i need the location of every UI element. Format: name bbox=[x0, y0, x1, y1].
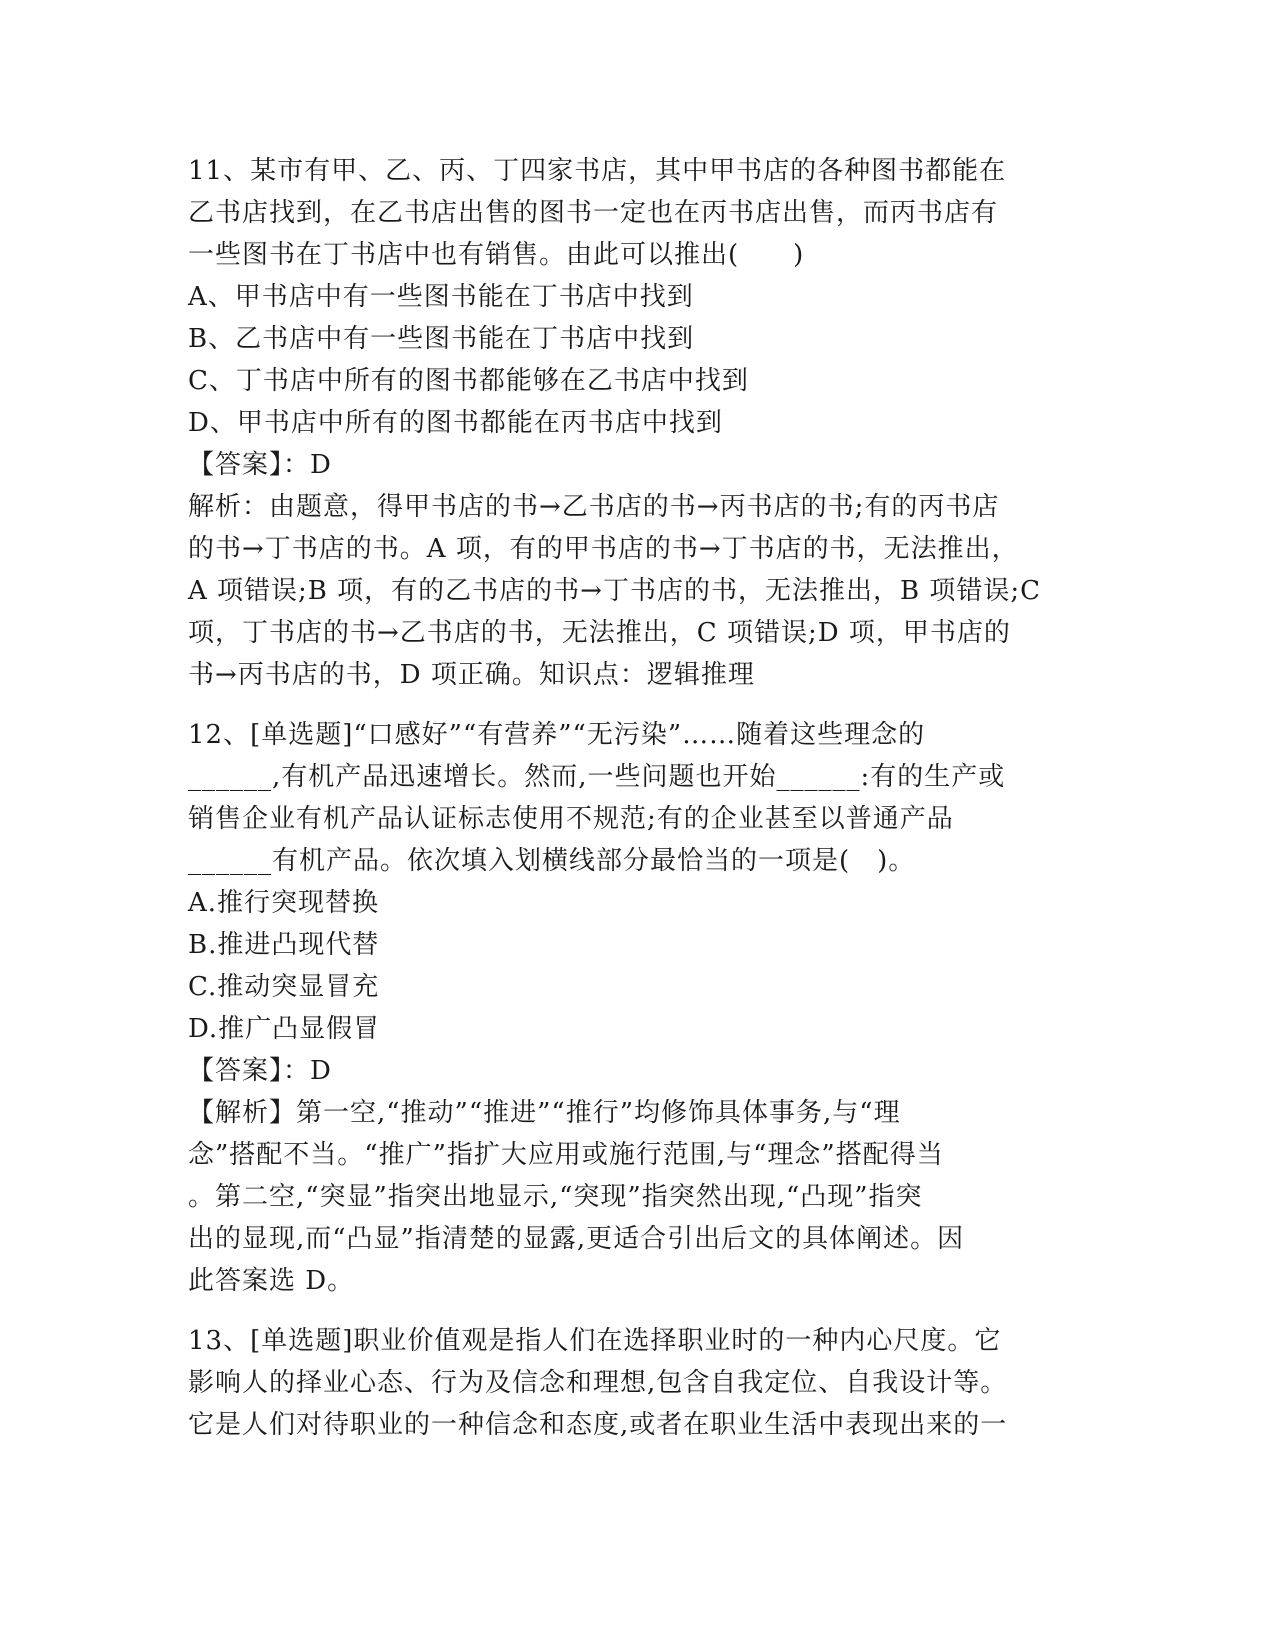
option-c: C.推动突显冒充 bbox=[188, 972, 380, 1002]
explanation-line: 此答案选 D。 bbox=[188, 1266, 355, 1296]
question-stem-line: 一些图书在丁书店中也有销售。由此可以推出( ) bbox=[188, 240, 805, 270]
question-spacer bbox=[188, 1302, 1088, 1320]
option-b: B、乙书店中有一些图书能在丁书店中找到 bbox=[188, 324, 695, 354]
question-stem-line: 销售企业有机产品认证标志使用不规范;有的企业甚至以普通产品 bbox=[188, 804, 954, 834]
question-spacer bbox=[188, 696, 1088, 714]
question-stem-line: 11、某市有甲、乙、丙、丁四家书店，其中甲书店的各种图书都能在 bbox=[188, 156, 1007, 186]
option-a: A.推行突现替换 bbox=[188, 888, 380, 918]
explanation-line: 解析：由题意，得甲书店的书→乙书店的书→丙书店的书;有的丙书店 bbox=[188, 492, 1000, 522]
explanation-line: 出的显现,而“凸显”指清楚的显露,更适合引出后文的具体阐述。因 bbox=[188, 1224, 965, 1254]
question-stem-line: 乙书店找到，在乙书店出售的图书一定也在丙书店出售，而丙书店有 bbox=[188, 198, 999, 228]
question-stem-line: 影响人的择业心态、行为及信念和理想,包含自我定位、自我设计等。 bbox=[188, 1368, 1008, 1398]
question-stem-line: 它是人们对待职业的一种信念和态度,或者在职业生活中表现出来的一 bbox=[188, 1410, 1008, 1440]
option-c: C、丁书店中所有的图书都能够在乙书店中找到 bbox=[188, 366, 749, 396]
explanation-line: 的书→丁书店的书。A 项，有的甲书店的书→丁书店的书，无法推出， bbox=[188, 534, 1019, 564]
answer-line: 【答案】：D bbox=[188, 450, 332, 480]
document-page bbox=[188, 150, 1088, 1446]
question-stem-line: 12、[单选题]“口感好”“有营养”“无污染”……随着这些理念的 bbox=[188, 720, 926, 750]
explanation-line: 项，丁书店的书→乙书店的书，无法推出，C 项错误;D 项，甲书店的 bbox=[188, 618, 1011, 648]
explanation-line: 书→丙书店的书，D 项正确。知识点：逻辑推理 bbox=[188, 660, 755, 690]
question-11 bbox=[188, 150, 1088, 696]
question-stem-line: 13、[单选题]职业价值观是指人们在选择职业时的一种内心尺度。它 bbox=[188, 1326, 1002, 1356]
option-b: B.推进凸现代替 bbox=[188, 930, 380, 960]
option-a: A、甲书店中有一些图书能在丁书店中找到 bbox=[188, 282, 694, 312]
explanation-line: 念”搭配不当。“推广”指扩大应用或施行范围,与“理念”搭配得当 bbox=[188, 1140, 944, 1170]
option-d: D、甲书店中所有的图书都能在丙书店中找到 bbox=[188, 408, 723, 438]
explanation-line: A 项错误;B 项，有的乙书店的书→丁书店的书，无法推出，B 项错误;C bbox=[188, 576, 1041, 606]
explanation-line: 。第二空,“突显”指突出地显示,“突现”指突然出现,“凸现”指突 bbox=[188, 1182, 923, 1212]
question-stem-line: ______,有机产品迅速增长。然而,一些问题也开始______:有的生产或 bbox=[188, 762, 1006, 792]
answer-line: 【答案】：D bbox=[188, 1056, 332, 1086]
question-stem-line: ______有机产品。依次填入划横线部分最恰当的一项是( )。 bbox=[188, 846, 916, 876]
question-13 bbox=[188, 1320, 1088, 1446]
option-d: D.推广凸显假冒 bbox=[188, 1014, 381, 1044]
question-12 bbox=[188, 714, 1088, 1302]
explanation-line: 【解析】第一空,“推动”“推进”“推行”均修饰具体事务,与“理 bbox=[188, 1098, 901, 1128]
